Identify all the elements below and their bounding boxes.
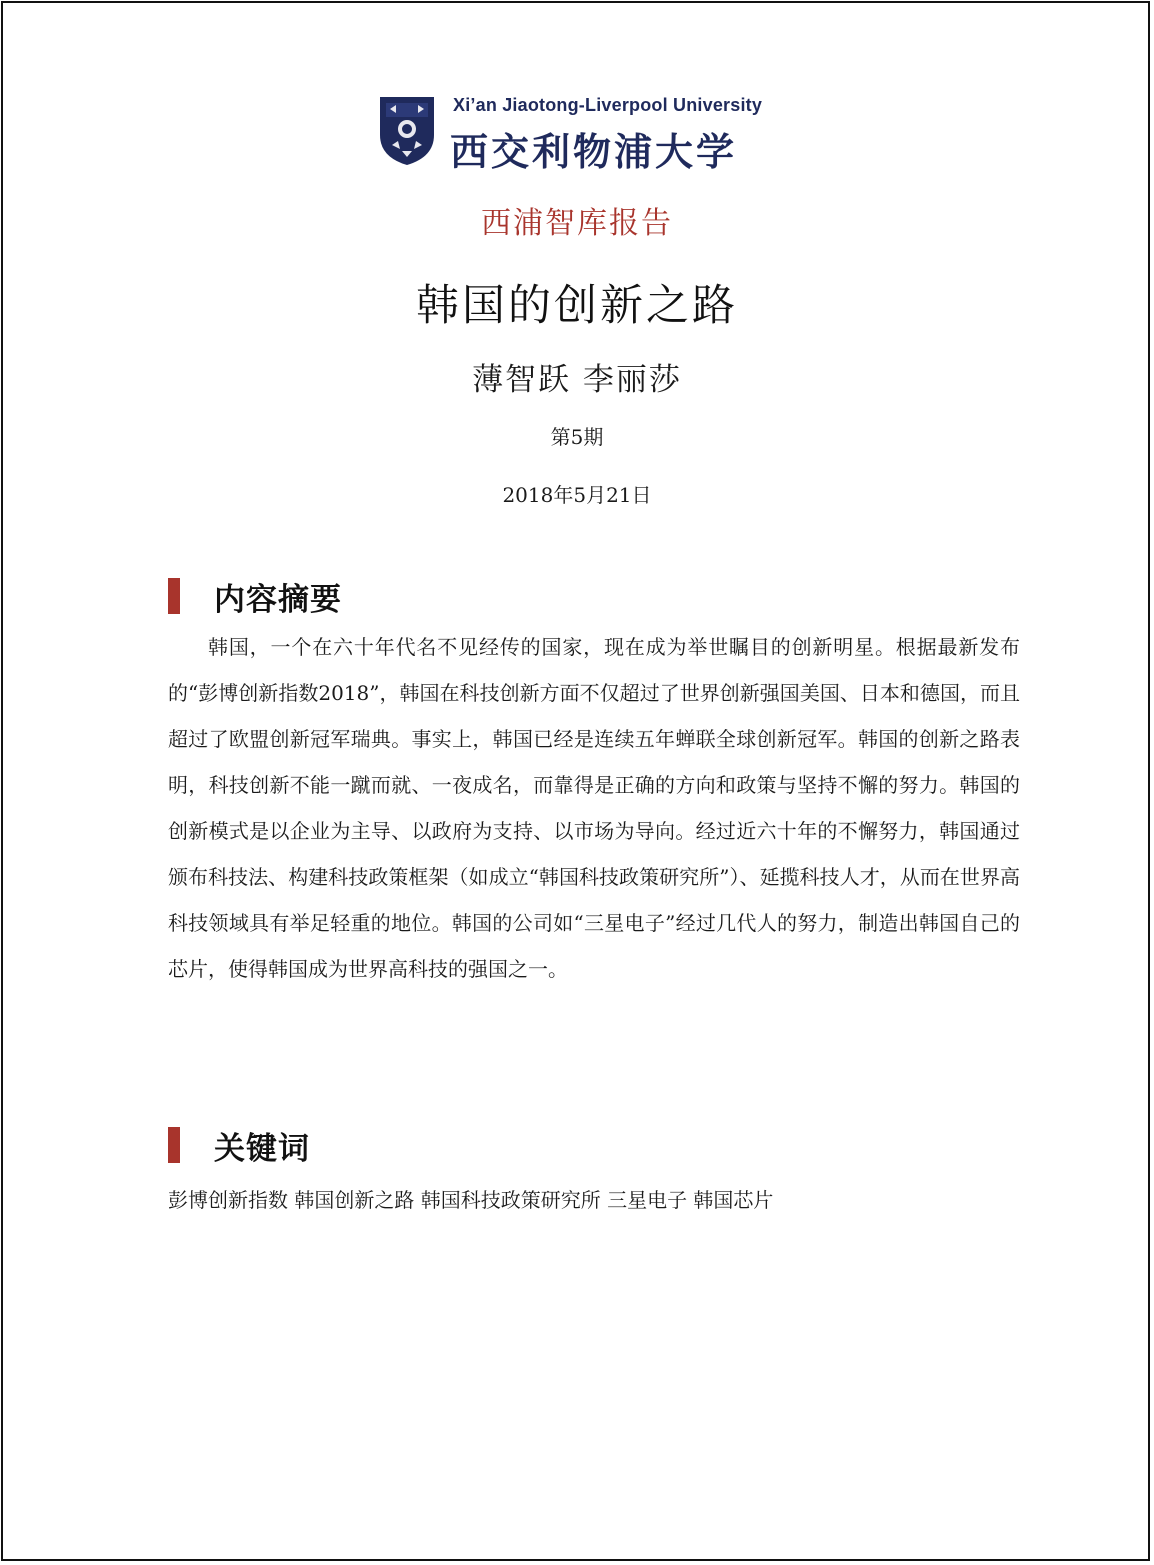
abstract-heading bbox=[168, 574, 568, 618]
keywords-list: 彭博创新指数 韩国创新之路 韩国科技政策研究所 三星电子 韩国芯片 bbox=[168, 1188, 774, 1212]
keywords-heading-label: 关键词 bbox=[214, 1131, 310, 1167]
report-authors: 薄智跃 李丽莎 bbox=[472, 362, 682, 398]
report-date: 2018年5月21日 bbox=[502, 483, 652, 507]
section-marker bbox=[168, 578, 180, 614]
keywords-heading bbox=[168, 1123, 568, 1167]
section-marker bbox=[168, 1127, 180, 1163]
abstract-heading-label: 内容摘要 bbox=[214, 582, 342, 618]
logo-english-name: Xi’an Jiaotong-Liverpool University bbox=[453, 95, 763, 115]
shield-icon bbox=[378, 95, 436, 167]
abstract-body: 韩国，一个在六十年代名不见经传的国家，现在成为举世瞩目的创新明星。根据最新发布的“彭博创新指数2018”，韩国在科技创新方面不仅超过了世界创新强国美国、日本和德国，而且超过了欧盟创新冠军瑞典。事实上，韩国已经是连续五年蝉联全球创新冠军。韩国的创新之路表明，科技创新不能一蹴而就、一夜成名，而靠得是正确的方向和政策与坚持不懈的努力。韩国的创新模式是以企业为主导、以政府为支持、以市场为导向。经过近六十年的不懈努力，韩国通过颁布科技法、构建科技政策框架（如成立“韩国科技政策研究所”）、延揽科技人才，从而在世界高科技领域具有举足轻重的地位。韩国的公司如“三星电子”经过几代人的努力，制造出韩国自己的芯片，使得韩国成为世界高科技的强国之一。 bbox=[168, 635, 1020, 981]
university-logo bbox=[378, 95, 778, 174]
report-title: 韩国的创新之路 bbox=[416, 281, 738, 331]
report-issue: 第5期 bbox=[550, 425, 604, 449]
report-series: 西浦智库报告 bbox=[481, 206, 673, 241]
logo-chinese-name: 西交利物浦大学 bbox=[450, 129, 738, 174]
